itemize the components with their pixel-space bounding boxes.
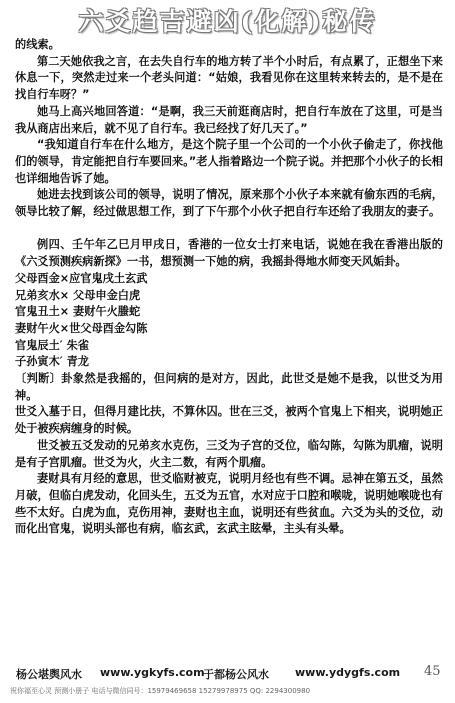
hexagram-line: 官鬼辰土′ 朱雀 <box>15 338 89 352</box>
hexagram-line: 兄弟亥水× 父母申金白虎 <box>15 288 141 302</box>
analysis-paragraph: 妻财具有月经的意思，世爻临财被克，说明月经也有些不调。忌神在第五爻，虽然月破，但临白虎发动，化回头生，五爻为五官，水对应于口腔和喉咙，说明她喉咙也有些不太好。白虎为血，克伤用神，妻财也主血，说明还有些贫血。六爻为头的爻位，动而化出官鬼，说明头部也有病，临玄武，玄武主眩晕，主头有头晕。 <box>15 472 443 536</box>
analysis-paragraph: 世爻被五爻发动的兄弟亥水克伤，三爻为子宫的爻位，临勾陈，勾陈为肌瘤，说明是有子宫肌瘤。世爻为火，火主二数，有两个肌瘤。 <box>15 438 443 469</box>
page-body <box>15 37 443 538</box>
page-number: 45 <box>424 664 441 679</box>
paragraph: 她进去找到该公司的领导，说明了情况，原来那个小伙子本来就有偷东西的毛病，领导比较了解，经过做思想工作，到了下午那个小伙子把自行车还给了我朋友的妻子。 <box>15 188 443 219</box>
footer-site-left[interactable]: www.ygkyfs.com <box>100 666 205 679</box>
blank-line <box>15 221 443 238</box>
footer-brand-mid: 于都杨公风水 <box>203 668 269 681</box>
paragraph: 她马上高兴地回答道：“是啊，我三天前逛商店时，把自行车放在了这里，可是当我从商店出来后，就不见了自行车。我已经找了好几天了。” <box>15 104 443 135</box>
footer-site-right[interactable]: www.ydygfs.com <box>295 666 401 679</box>
hexagram-line: 官鬼丑土× 妻财午火螣蛇 <box>15 305 141 319</box>
page-footer <box>10 666 450 682</box>
page-header <box>0 6 455 40</box>
hexagram-line: 子孙寅木′ 青龙 <box>15 355 89 369</box>
footer-contact: 祝你福至心灵 预测小册子 电话与微信同号：15979469658 15279978975 QQ: 2294300980 <box>10 687 311 695</box>
book-title: 六爻趋吉避凶(化解)秘传 <box>78 7 377 36</box>
paragraph: “我知道自行车在什么地方，是这个院子里一个公司的一个小伙子偷走了，你找他们的领导，肯定能把自行车要回来。”老人指着路边一个院子说。并把那个小伙子的长相也详细地告诉了她。 <box>15 138 443 185</box>
paragraph: 例四、壬午年乙巳月甲戌日，香港的一位女士打来电话，说她在我在香港出版的《六爻预测疾病新探》一书，想预测一下她的病，我摇卦得地水师变天风姤卦。 <box>15 238 443 269</box>
footer-brand-left: 杨公堪舆风水 <box>16 668 82 681</box>
analysis-paragraph: 世爻入墓于日，但得月建比扶，不算休囚。世在三爻，被两个官鬼上下相夹，说明她正处于被疾病缠身的时候。 <box>15 405 443 436</box>
paragraph: 的线索。 <box>15 38 60 51</box>
hexagram-line: 妻财午火×世父母酉金勾陈 <box>15 321 148 335</box>
paragraph: 第二天她依我之言，在去失自行车的地方转了半个小时后，有点累了，正想坐下来休息一下，突然走过来一个老头问道：“姑娘，我看见你在这里转来转去的，是不是在找自行车呀？” <box>15 54 443 102</box>
analysis-paragraph: 〔判断〕卦象然是我摇的，但问病的是对方，因此，此世爻是她不是我，以世爻为用神。 <box>15 372 443 402</box>
hexagram-line: 父母酉金×应官鬼戌土玄武 <box>15 271 148 285</box>
